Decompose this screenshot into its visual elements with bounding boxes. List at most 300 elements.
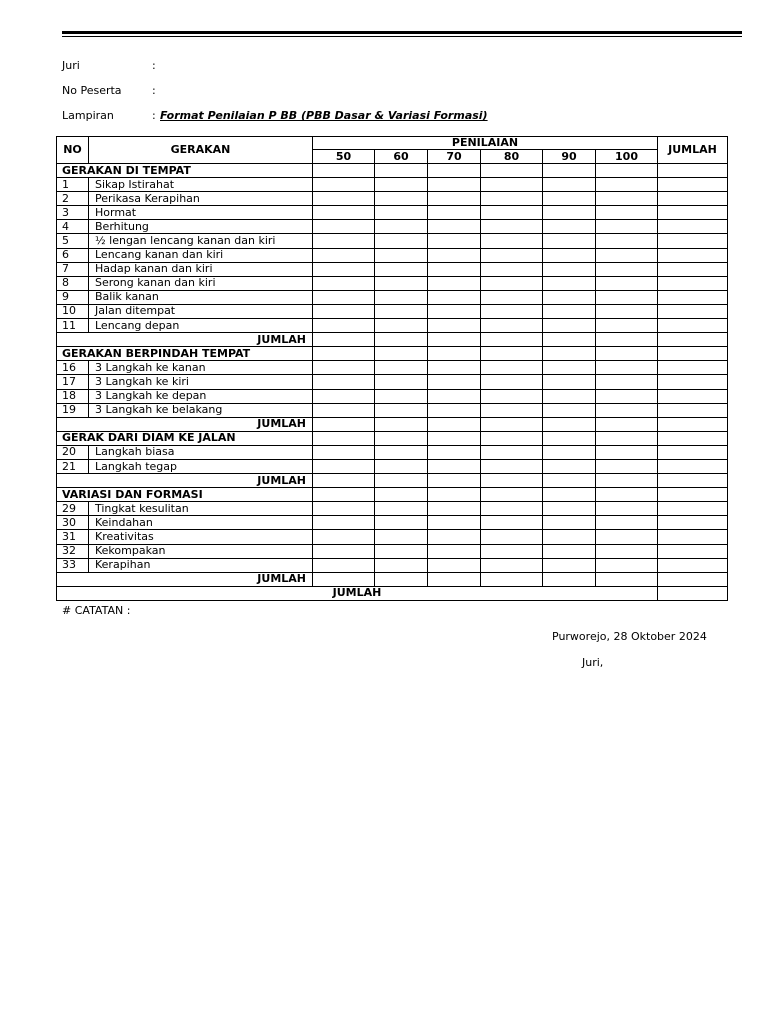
- score-cell[interactable]: [658, 544, 728, 558]
- table-row: [57, 248, 728, 262]
- score-cell[interactable]: [375, 502, 428, 516]
- score-cell[interactable]: [543, 572, 596, 586]
- score-cell[interactable]: [313, 192, 375, 206]
- score-cell[interactable]: [658, 262, 728, 276]
- row-no: 11: [57, 319, 89, 333]
- score-cell[interactable]: [658, 206, 728, 220]
- score-cell[interactable]: [481, 516, 543, 530]
- score-cell[interactable]: [375, 488, 428, 502]
- score-cell[interactable]: [428, 502, 481, 516]
- section-row: [57, 164, 728, 178]
- score-cell[interactable]: [596, 333, 658, 347]
- score-cell[interactable]: [658, 431, 728, 445]
- score-cell[interactable]: [375, 558, 428, 572]
- score-cell[interactable]: [375, 319, 428, 333]
- table-row: [57, 290, 728, 304]
- score-cell[interactable]: [658, 333, 728, 347]
- row-no: 18: [57, 389, 89, 403]
- score-cell[interactable]: [481, 290, 543, 304]
- score-cell[interactable]: [658, 502, 728, 516]
- row-gerakan: Jalan ditempat: [89, 304, 313, 318]
- score-cell[interactable]: [658, 572, 728, 586]
- score-cell[interactable]: [313, 389, 375, 403]
- score-cell[interactable]: [313, 262, 375, 276]
- score-cell[interactable]: [658, 375, 728, 389]
- col-gerakan-header: GERAKAN: [89, 137, 313, 164]
- score-cell[interactable]: [543, 544, 596, 558]
- score-cell[interactable]: [481, 192, 543, 206]
- table-row: [57, 459, 728, 473]
- score-cell[interactable]: [375, 459, 428, 473]
- score-cell[interactable]: [428, 178, 481, 192]
- score-header: 50: [313, 150, 375, 164]
- juri-label: Juri: [62, 59, 80, 72]
- row-no: 4: [57, 220, 89, 234]
- score-cell[interactable]: [481, 558, 543, 572]
- score-cell[interactable]: [658, 276, 728, 290]
- row-gerakan: 3 Langkah ke kanan: [89, 361, 313, 375]
- score-cell[interactable]: [428, 375, 481, 389]
- row-gerakan: Sikap Istirahat: [89, 178, 313, 192]
- score-cell[interactable]: [428, 206, 481, 220]
- score-cell[interactable]: [658, 234, 728, 248]
- col-penilaian-header: PENILAIAN: [313, 137, 658, 150]
- table-row: [57, 516, 728, 530]
- score-cell[interactable]: [375, 262, 428, 276]
- score-cell[interactable]: [658, 192, 728, 206]
- score-cell[interactable]: [313, 319, 375, 333]
- table-row: [57, 304, 728, 318]
- score-cell[interactable]: [375, 192, 428, 206]
- place-date: Purworejo, 28 Oktober 2024: [552, 630, 707, 643]
- row-gerakan: Berhitung: [89, 220, 313, 234]
- score-cell[interactable]: [375, 304, 428, 318]
- score-cell[interactable]: [375, 333, 428, 347]
- score-cell[interactable]: [543, 502, 596, 516]
- score-cell[interactable]: [313, 488, 375, 502]
- score-cell[interactable]: [596, 431, 658, 445]
- row-no: 5: [57, 234, 89, 248]
- score-cell[interactable]: [481, 333, 543, 347]
- table-row: [57, 502, 728, 516]
- score-cell[interactable]: [428, 389, 481, 403]
- table-row: [57, 206, 728, 220]
- score-cell[interactable]: [596, 164, 658, 178]
- score-cell[interactable]: [543, 304, 596, 318]
- row-gerakan: Balik kanan: [89, 290, 313, 304]
- score-cell[interactable]: [313, 276, 375, 290]
- score-header: 80: [481, 150, 543, 164]
- score-cell[interactable]: [313, 361, 375, 375]
- score-cell[interactable]: [428, 572, 481, 586]
- score-cell[interactable]: [596, 403, 658, 417]
- score-cell[interactable]: [375, 516, 428, 530]
- catatan-label: # CATATAN :: [62, 604, 131, 617]
- row-gerakan: Keindahan: [89, 516, 313, 530]
- row-no: 29: [57, 502, 89, 516]
- score-cell[interactable]: [543, 375, 596, 389]
- score-cell[interactable]: [481, 375, 543, 389]
- score-cell[interactable]: [543, 459, 596, 473]
- score-cell[interactable]: [375, 572, 428, 586]
- score-cell[interactable]: [375, 234, 428, 248]
- score-cell[interactable]: [543, 192, 596, 206]
- score-cell[interactable]: [481, 431, 543, 445]
- score-cell[interactable]: [375, 445, 428, 459]
- table-row: [57, 389, 728, 403]
- score-cell[interactable]: [481, 347, 543, 361]
- score-cell[interactable]: [596, 347, 658, 361]
- score-cell[interactable]: [481, 304, 543, 318]
- peserta-label: No Peserta: [62, 84, 122, 97]
- row-gerakan: Tingkat kesulitan: [89, 502, 313, 516]
- score-cell[interactable]: [596, 206, 658, 220]
- table-row: [57, 220, 728, 234]
- lampiran-colon: :: [152, 109, 156, 122]
- signer-label: Juri,: [582, 656, 604, 669]
- score-cell[interactable]: [313, 445, 375, 459]
- row-gerakan: Kerapihan: [89, 558, 313, 572]
- score-cell[interactable]: [658, 445, 728, 459]
- row-gerakan: Serong kanan dan kiri: [89, 276, 313, 290]
- score-cell[interactable]: [658, 347, 728, 361]
- table-row: [57, 530, 728, 544]
- score-cell[interactable]: [543, 178, 596, 192]
- score-cell[interactable]: [428, 234, 481, 248]
- score-cell[interactable]: [543, 276, 596, 290]
- table-row: [57, 375, 728, 389]
- score-cell[interactable]: [658, 178, 728, 192]
- score-cell[interactable]: [596, 192, 658, 206]
- score-cell[interactable]: [658, 290, 728, 304]
- score-cell[interactable]: [375, 164, 428, 178]
- score-cell[interactable]: [375, 347, 428, 361]
- score-cell[interactable]: [543, 530, 596, 544]
- score-cell[interactable]: [428, 276, 481, 290]
- row-gerakan: Langkah biasa: [89, 445, 313, 459]
- score-cell[interactable]: [375, 361, 428, 375]
- score-cell[interactable]: [313, 347, 375, 361]
- subtotal-label: JUMLAH: [57, 333, 313, 347]
- score-cell[interactable]: [313, 290, 375, 304]
- row-no: 1: [57, 178, 89, 192]
- score-cell[interactable]: [543, 164, 596, 178]
- score-cell[interactable]: [543, 558, 596, 572]
- score-cell[interactable]: [543, 361, 596, 375]
- score-cell[interactable]: [313, 375, 375, 389]
- score-cell[interactable]: [428, 558, 481, 572]
- score-cell[interactable]: [313, 459, 375, 473]
- section-row: [57, 431, 728, 445]
- score-cell[interactable]: [313, 220, 375, 234]
- col-no-header: NO: [57, 137, 89, 164]
- score-cell[interactable]: [596, 530, 658, 544]
- score-cell[interactable]: [481, 417, 543, 431]
- score-cell[interactable]: [428, 530, 481, 544]
- peserta-colon: :: [152, 84, 156, 97]
- score-cell[interactable]: [658, 459, 728, 473]
- row-no: 7: [57, 262, 89, 276]
- score-cell[interactable]: [428, 192, 481, 206]
- score-cell[interactable]: [658, 403, 728, 417]
- score-cell[interactable]: [313, 178, 375, 192]
- score-cell[interactable]: [543, 347, 596, 361]
- score-cell[interactable]: [375, 375, 428, 389]
- section-title: GERAKAN BERPINDAH TEMPAT: [57, 347, 313, 361]
- score-cell[interactable]: [313, 572, 375, 586]
- row-no: 2: [57, 192, 89, 206]
- score-cell[interactable]: [375, 220, 428, 234]
- score-cell[interactable]: [313, 403, 375, 417]
- score-cell[interactable]: [658, 488, 728, 502]
- score-header: 60: [375, 150, 428, 164]
- score-cell[interactable]: [596, 389, 658, 403]
- score-cell[interactable]: [596, 516, 658, 530]
- score-cell[interactable]: [543, 319, 596, 333]
- score-cell[interactable]: [375, 248, 428, 262]
- score-cell[interactable]: [428, 488, 481, 502]
- score-cell[interactable]: [543, 220, 596, 234]
- subtotal-label: JUMLAH: [57, 572, 313, 586]
- score-cell[interactable]: [481, 361, 543, 375]
- score-cell[interactable]: [428, 403, 481, 417]
- score-header: 70: [428, 150, 481, 164]
- score-cell[interactable]: [481, 206, 543, 220]
- row-gerakan: Hormat: [89, 206, 313, 220]
- table-row: [57, 178, 728, 192]
- score-cell[interactable]: [375, 290, 428, 304]
- score-cell[interactable]: [543, 248, 596, 262]
- score-cell[interactable]: [375, 417, 428, 431]
- score-cell[interactable]: [428, 290, 481, 304]
- score-cell[interactable]: [313, 530, 375, 544]
- score-cell[interactable]: [313, 248, 375, 262]
- score-cell[interactable]: [481, 178, 543, 192]
- score-cell[interactable]: [658, 220, 728, 234]
- score-cell[interactable]: [481, 403, 543, 417]
- score-cell[interactable]: [481, 248, 543, 262]
- grand-total-row: [57, 586, 728, 600]
- score-cell[interactable]: [313, 304, 375, 318]
- score-cell[interactable]: [658, 248, 728, 262]
- row-gerakan: Lencang kanan dan kiri: [89, 248, 313, 262]
- row-no: 20: [57, 445, 89, 459]
- score-cell[interactable]: [481, 474, 543, 488]
- subtotal-label: JUMLAH: [57, 474, 313, 488]
- score-cell[interactable]: [428, 319, 481, 333]
- score-cell[interactable]: [596, 572, 658, 586]
- score-cell[interactable]: [543, 262, 596, 276]
- score-cell[interactable]: [596, 304, 658, 318]
- score-header: 90: [543, 150, 596, 164]
- score-cell[interactable]: [481, 262, 543, 276]
- score-cell[interactable]: [428, 220, 481, 234]
- table-row: [57, 234, 728, 248]
- score-cell[interactable]: [596, 502, 658, 516]
- score-cell[interactable]: [375, 530, 428, 544]
- score-cell[interactable]: [596, 319, 658, 333]
- score-cell[interactable]: [313, 333, 375, 347]
- score-cell[interactable]: [428, 445, 481, 459]
- table-row: [57, 276, 728, 290]
- score-cell[interactable]: [313, 164, 375, 178]
- score-cell[interactable]: [596, 558, 658, 572]
- score-cell[interactable]: [543, 488, 596, 502]
- score-cell[interactable]: [375, 178, 428, 192]
- score-cell[interactable]: [313, 516, 375, 530]
- score-cell[interactable]: [596, 544, 658, 558]
- row-no: 17: [57, 375, 89, 389]
- score-cell[interactable]: [543, 516, 596, 530]
- score-cell[interactable]: [375, 276, 428, 290]
- score-cell[interactable]: [428, 544, 481, 558]
- score-cell[interactable]: [313, 431, 375, 445]
- score-cell[interactable]: [543, 431, 596, 445]
- row-no: 31: [57, 530, 89, 544]
- score-cell[interactable]: [543, 474, 596, 488]
- row-gerakan: Kekompakan: [89, 544, 313, 558]
- section-title: VARIASI DAN FORMASI: [57, 488, 313, 502]
- score-cell[interactable]: [428, 361, 481, 375]
- row-gerakan: Langkah tegap: [89, 459, 313, 473]
- score-cell[interactable]: [481, 234, 543, 248]
- score-cell[interactable]: [428, 333, 481, 347]
- score-cell[interactable]: [658, 417, 728, 431]
- score-cell[interactable]: [428, 474, 481, 488]
- score-cell[interactable]: [543, 403, 596, 417]
- row-no: 21: [57, 459, 89, 473]
- score-cell[interactable]: [596, 262, 658, 276]
- score-cell[interactable]: [313, 206, 375, 220]
- header-rule-thin: [62, 36, 742, 37]
- score-cell[interactable]: [375, 389, 428, 403]
- lampiran-label: Lampiran: [62, 109, 114, 122]
- row-gerakan: 3 Langkah ke belakang: [89, 403, 313, 417]
- score-cell[interactable]: [481, 544, 543, 558]
- score-cell[interactable]: [596, 220, 658, 234]
- row-gerakan: 3 Langkah ke depan: [89, 389, 313, 403]
- col-jumlah-header: JUMLAH: [658, 137, 728, 164]
- score-cell[interactable]: [596, 178, 658, 192]
- score-cell[interactable]: [375, 403, 428, 417]
- score-cell[interactable]: [428, 417, 481, 431]
- score-cell[interactable]: [313, 417, 375, 431]
- score-cell[interactable]: [596, 375, 658, 389]
- row-no: 10: [57, 304, 89, 318]
- grand-total-cell[interactable]: [658, 586, 728, 600]
- row-gerakan: Kreativitas: [89, 530, 313, 544]
- row-no: 9: [57, 290, 89, 304]
- score-cell[interactable]: [481, 319, 543, 333]
- score-cell[interactable]: [596, 248, 658, 262]
- score-cell[interactable]: [481, 502, 543, 516]
- juri-colon: :: [152, 59, 156, 72]
- score-cell[interactable]: [658, 530, 728, 544]
- score-cell[interactable]: [543, 445, 596, 459]
- score-cell[interactable]: [596, 445, 658, 459]
- score-cell[interactable]: [596, 488, 658, 502]
- score-cell[interactable]: [481, 276, 543, 290]
- score-cell[interactable]: [481, 572, 543, 586]
- section-row: [57, 347, 728, 361]
- score-cell[interactable]: [375, 431, 428, 445]
- score-cell[interactable]: [658, 474, 728, 488]
- score-cell[interactable]: [596, 459, 658, 473]
- row-gerakan: ½ lengan lencang kanan dan kiri: [89, 234, 313, 248]
- score-cell[interactable]: [481, 389, 543, 403]
- score-cell[interactable]: [375, 206, 428, 220]
- grand-total-label: JUMLAH: [57, 586, 658, 600]
- row-no: 32: [57, 544, 89, 558]
- score-cell[interactable]: [543, 333, 596, 347]
- score-cell[interactable]: [313, 502, 375, 516]
- subtotal-row: [57, 474, 728, 488]
- score-cell[interactable]: [481, 220, 543, 234]
- score-cell[interactable]: [428, 516, 481, 530]
- table-row: [57, 544, 728, 558]
- subtotal-row: [57, 572, 728, 586]
- score-cell[interactable]: [596, 474, 658, 488]
- score-cell[interactable]: [596, 361, 658, 375]
- row-gerakan: Hadap kanan dan kiri: [89, 262, 313, 276]
- row-gerakan: 3 Langkah ke kiri: [89, 375, 313, 389]
- score-header: 100: [596, 150, 658, 164]
- score-cell[interactable]: [313, 234, 375, 248]
- subtotal-row: [57, 417, 728, 431]
- score-cell[interactable]: [543, 389, 596, 403]
- row-no: 30: [57, 516, 89, 530]
- score-cell[interactable]: [658, 516, 728, 530]
- score-cell[interactable]: [596, 290, 658, 304]
- score-cell[interactable]: [313, 474, 375, 488]
- score-cell[interactable]: [596, 417, 658, 431]
- score-cell[interactable]: [375, 544, 428, 558]
- score-cell[interactable]: [313, 558, 375, 572]
- score-cell[interactable]: [481, 530, 543, 544]
- score-cell[interactable]: [313, 544, 375, 558]
- score-cell[interactable]: [658, 389, 728, 403]
- score-cell[interactable]: [481, 488, 543, 502]
- score-cell[interactable]: [543, 417, 596, 431]
- score-cell[interactable]: [596, 234, 658, 248]
- score-cell[interactable]: [658, 558, 728, 572]
- score-cell[interactable]: [658, 319, 728, 333]
- score-cell[interactable]: [543, 234, 596, 248]
- score-cell[interactable]: [543, 206, 596, 220]
- score-cell[interactable]: [481, 445, 543, 459]
- score-cell[interactable]: [428, 304, 481, 318]
- table-row: [57, 192, 728, 206]
- score-cell[interactable]: [428, 164, 481, 178]
- row-gerakan: Perikasa Kerapihan: [89, 192, 313, 206]
- score-cell[interactable]: [658, 361, 728, 375]
- score-cell[interactable]: [428, 431, 481, 445]
- lampiran-value: Format Penilaian P BB (PBB Dasar & Variasi Formasi): [160, 109, 488, 122]
- section-row: [57, 488, 728, 502]
- score-cell[interactable]: [543, 290, 596, 304]
- subtotal-row: [57, 333, 728, 347]
- score-cell[interactable]: [658, 164, 728, 178]
- score-cell[interactable]: [428, 248, 481, 262]
- score-cell[interactable]: [596, 276, 658, 290]
- score-cell[interactable]: [481, 164, 543, 178]
- score-cell[interactable]: [375, 474, 428, 488]
- score-cell[interactable]: [658, 304, 728, 318]
- score-cell[interactable]: [481, 459, 543, 473]
- score-cell[interactable]: [428, 347, 481, 361]
- score-cell[interactable]: [428, 262, 481, 276]
- score-cell[interactable]: [428, 459, 481, 473]
